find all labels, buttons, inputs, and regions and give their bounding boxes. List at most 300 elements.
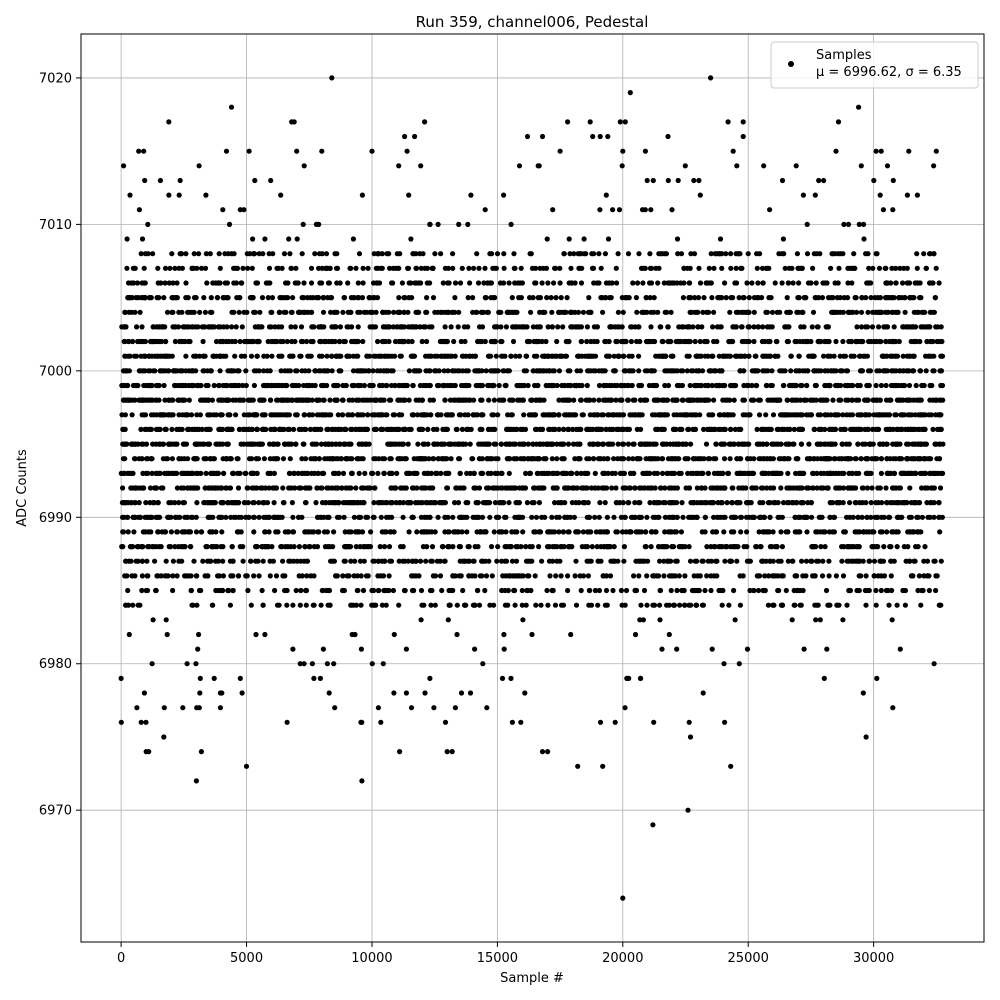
- data-point: [655, 398, 660, 403]
- data-point: [228, 603, 233, 608]
- data-point: [733, 383, 738, 388]
- data-point: [243, 573, 248, 578]
- data-point: [718, 471, 723, 476]
- data-point: [332, 500, 337, 505]
- data-point: [708, 588, 713, 593]
- data-point: [450, 515, 455, 520]
- data-point: [662, 398, 667, 403]
- data-point: [438, 559, 443, 564]
- data-point: [341, 471, 346, 476]
- data-point: [916, 544, 921, 549]
- data-point: [507, 456, 512, 461]
- data-point: [389, 427, 394, 432]
- data-point: [587, 588, 592, 593]
- data-point: [358, 515, 363, 520]
- data-point: [310, 398, 315, 403]
- data-point: [565, 573, 570, 578]
- data-point: [237, 427, 242, 432]
- data-point: [738, 603, 743, 608]
- data-point: [681, 442, 686, 447]
- data-point: [864, 515, 869, 520]
- data-point: [633, 559, 638, 564]
- data-point: [891, 456, 896, 461]
- data-point: [751, 398, 756, 403]
- data-point: [788, 368, 793, 373]
- data-point: [938, 485, 943, 490]
- data-point: [236, 500, 241, 505]
- data-point: [503, 485, 508, 490]
- data-point: [398, 485, 403, 490]
- data-point: [251, 529, 256, 534]
- data-point: [185, 471, 190, 476]
- data-point: [530, 442, 535, 447]
- data-point: [507, 427, 512, 432]
- data-point: [665, 412, 670, 417]
- data-point: [127, 398, 132, 403]
- data-point: [204, 471, 209, 476]
- data-point: [475, 588, 480, 593]
- data-point: [305, 485, 310, 490]
- data-point: [776, 398, 781, 403]
- data-point: [514, 427, 519, 432]
- data-point: [662, 485, 667, 490]
- data-point: [779, 427, 784, 432]
- data-point: [827, 573, 832, 578]
- data-point: [350, 471, 355, 476]
- data-point: [719, 368, 724, 373]
- data-point: [231, 588, 236, 593]
- data-point: [621, 500, 626, 505]
- data-point: [662, 427, 667, 432]
- data-point: [387, 398, 392, 403]
- data-point: [550, 471, 555, 476]
- data-point: [738, 529, 743, 534]
- data-point: [307, 544, 312, 549]
- data-point: [372, 427, 377, 432]
- data-point: [741, 383, 746, 388]
- data-point: [769, 427, 774, 432]
- data-point: [304, 559, 309, 564]
- data-point: [241, 559, 246, 564]
- data-point: [423, 559, 428, 564]
- data-point: [781, 573, 786, 578]
- data-point: [848, 588, 853, 593]
- data-point: [276, 442, 281, 447]
- data-point: [706, 471, 711, 476]
- data-point: [845, 559, 850, 564]
- data-point: [778, 485, 783, 490]
- data-point: [325, 544, 330, 549]
- data-point: [836, 471, 841, 476]
- data-point: [307, 412, 312, 417]
- data-point: [526, 456, 531, 461]
- data-point: [367, 383, 372, 388]
- data-point: [526, 383, 531, 388]
- data-point: [644, 603, 649, 608]
- data-point: [274, 456, 279, 461]
- data-point: [472, 603, 477, 608]
- data-point: [844, 368, 849, 373]
- data-point: [924, 368, 929, 373]
- data-point: [261, 398, 266, 403]
- data-point: [792, 412, 797, 417]
- data-point: [328, 412, 333, 417]
- data-point: [471, 485, 476, 490]
- data-point: [649, 544, 654, 549]
- data-point: [139, 456, 144, 461]
- data-point: [412, 456, 417, 461]
- data-point: [855, 383, 860, 388]
- data-point: [909, 573, 914, 578]
- data-point: [156, 427, 161, 432]
- data-point: [839, 559, 844, 564]
- data-point: [934, 456, 939, 461]
- data-point: [707, 456, 712, 461]
- data-point: [789, 354, 794, 359]
- data-point: [728, 456, 733, 461]
- data-point: [520, 529, 525, 534]
- data-point: [816, 559, 821, 564]
- data-point: [372, 559, 377, 564]
- data-point: [779, 559, 784, 564]
- data-point: [345, 412, 350, 417]
- data-point: [450, 573, 455, 578]
- data-point: [250, 500, 255, 505]
- data-point: [520, 588, 525, 593]
- data-point: [318, 427, 323, 432]
- data-point: [561, 603, 566, 608]
- data-point: [487, 442, 492, 447]
- data-point: [732, 398, 737, 403]
- data-point: [809, 559, 814, 564]
- data-point: [713, 544, 718, 549]
- data-point: [489, 544, 494, 549]
- data-point: [145, 588, 150, 593]
- data-point: [771, 529, 776, 534]
- data-point: [298, 588, 303, 593]
- data-point: [868, 368, 873, 373]
- data-point: [544, 383, 549, 388]
- data-point: [730, 500, 735, 505]
- data-point: [219, 529, 224, 534]
- data-point: [656, 573, 661, 578]
- data-point: [762, 573, 767, 578]
- data-point: [164, 427, 169, 432]
- data-point: [503, 573, 508, 578]
- data-point: [685, 412, 690, 417]
- data-point: [286, 427, 291, 432]
- data-point: [358, 559, 363, 564]
- data-point: [512, 588, 517, 593]
- data-point: [353, 485, 358, 490]
- data-point: [194, 573, 199, 578]
- data-point: [324, 427, 329, 432]
- data-point: [413, 559, 418, 564]
- data-point: [126, 529, 131, 534]
- data-point: [173, 471, 178, 476]
- data-point: [774, 544, 779, 549]
- data-point: [207, 529, 212, 534]
- data-point: [273, 485, 278, 490]
- data-point: [174, 529, 179, 534]
- data-point: [590, 427, 595, 432]
- data-point: [561, 427, 566, 432]
- data-point: [643, 529, 648, 534]
- data-point: [621, 559, 626, 564]
- data-point: [171, 368, 176, 373]
- data-point: [536, 471, 541, 476]
- data-point: [725, 398, 730, 403]
- data-point: [578, 573, 583, 578]
- data-point: [157, 515, 162, 520]
- data-point: [534, 515, 539, 520]
- data-point: [509, 529, 514, 534]
- data-point: [669, 368, 674, 373]
- data-point: [795, 456, 800, 461]
- data-point: [636, 354, 641, 359]
- data-point: [588, 368, 593, 373]
- data-point: [731, 529, 736, 534]
- data-point: [334, 398, 339, 403]
- data-point: [693, 603, 698, 608]
- data-point: [499, 529, 504, 534]
- data-point: [312, 427, 317, 432]
- data-point: [642, 485, 647, 490]
- data-point: [465, 500, 470, 505]
- data-point: [457, 544, 462, 549]
- data-point: [613, 485, 618, 490]
- data-point: [601, 398, 606, 403]
- data-point: [612, 544, 617, 549]
- data-point: [887, 544, 892, 549]
- data-point: [564, 398, 569, 403]
- data-point: [722, 485, 727, 490]
- data-point: [666, 383, 671, 388]
- data-point: [198, 398, 203, 403]
- data-point: [526, 573, 531, 578]
- data-point: [119, 412, 124, 417]
- data-point: [750, 485, 755, 490]
- data-point: [761, 588, 766, 593]
- data-point: [357, 471, 362, 476]
- data-point: [862, 398, 867, 403]
- data-point: [918, 368, 923, 373]
- data-point: [830, 529, 835, 534]
- data-point: [697, 588, 702, 593]
- data-point: [443, 427, 448, 432]
- data-point: [931, 515, 936, 520]
- data-point: [857, 544, 862, 549]
- data-point: [395, 398, 400, 403]
- data-point: [928, 383, 933, 388]
- data-point: [217, 515, 222, 520]
- data-point: [757, 412, 762, 417]
- data-point: [597, 500, 602, 505]
- data-point: [216, 398, 221, 403]
- data-point: [846, 544, 851, 549]
- data-point: [480, 412, 485, 417]
- data-point: [460, 368, 465, 373]
- data-point: [628, 412, 633, 417]
- data-point: [828, 515, 833, 520]
- data-point: [162, 383, 167, 388]
- data-point: [269, 354, 274, 359]
- data-point: [579, 485, 584, 490]
- data-point: [303, 500, 308, 505]
- data-point: [216, 427, 221, 432]
- data-point: [598, 427, 603, 432]
- data-point: [268, 412, 273, 417]
- data-point: [591, 456, 596, 461]
- data-point: [698, 573, 703, 578]
- data-point: [335, 485, 340, 490]
- data-point: [539, 515, 544, 520]
- data-point: [631, 368, 636, 373]
- data-point: [120, 485, 125, 490]
- data-point: [938, 412, 943, 417]
- data-point: [209, 456, 214, 461]
- data-point: [694, 559, 699, 564]
- data-point: [495, 485, 500, 490]
- data-point: [293, 412, 298, 417]
- data-point: [422, 515, 427, 520]
- data-point: [879, 500, 884, 505]
- data-point: [605, 603, 610, 608]
- data-point: [643, 544, 648, 549]
- data-point: [364, 573, 369, 578]
- data-point: [828, 500, 833, 505]
- data-point: [431, 427, 436, 432]
- data-point: [148, 485, 153, 490]
- data-point: [538, 485, 543, 490]
- data-point: [371, 456, 376, 461]
- data-point: [919, 383, 924, 388]
- data-point: [275, 603, 280, 608]
- data-point: [125, 515, 130, 520]
- data-point: [229, 456, 234, 461]
- data-point: [584, 398, 589, 403]
- data-point: [477, 456, 482, 461]
- data-point: [820, 515, 825, 520]
- data-point: [776, 471, 781, 476]
- data-point: [397, 427, 402, 432]
- data-point: [853, 500, 858, 505]
- data-point: [265, 354, 270, 359]
- data-point: [154, 471, 159, 476]
- data-point: [738, 573, 743, 578]
- data-point: [436, 515, 441, 520]
- data-point: [337, 442, 342, 447]
- data-point: [365, 412, 370, 417]
- data-point: [838, 427, 843, 432]
- data-point: [879, 588, 884, 593]
- data-point: [487, 515, 492, 520]
- data-point: [416, 398, 421, 403]
- data-point: [605, 456, 610, 461]
- data-point: [464, 427, 469, 432]
- data-point: [572, 412, 577, 417]
- data-point: [129, 544, 134, 549]
- data-point: [815, 529, 820, 534]
- data-point: [477, 603, 482, 608]
- data-point: [657, 412, 662, 417]
- data-point: [305, 471, 310, 476]
- data-point: [889, 559, 894, 564]
- data-point: [785, 398, 790, 403]
- data-point: [486, 559, 491, 564]
- data-point: [354, 398, 359, 403]
- data-point: [170, 588, 175, 593]
- data-point: [809, 544, 814, 549]
- data-point: [507, 398, 512, 403]
- data-point: [920, 427, 925, 432]
- data-point: [268, 398, 273, 403]
- data-point: [566, 529, 571, 534]
- data-point: [188, 544, 193, 549]
- data-point: [860, 485, 865, 490]
- data-point: [153, 485, 158, 490]
- data-point: [779, 368, 784, 373]
- data-point: [476, 515, 481, 520]
- data-point: [370, 412, 375, 417]
- data-point: [478, 398, 483, 403]
- data-point: [571, 442, 576, 447]
- data-point: [433, 529, 438, 534]
- data-point: [486, 471, 491, 476]
- data-point: [725, 500, 730, 505]
- data-point: [440, 442, 445, 447]
- data-point: [328, 603, 333, 608]
- data-point: [604, 427, 609, 432]
- data-point: [155, 573, 160, 578]
- data-point: [863, 412, 868, 417]
- data-point: [621, 442, 626, 447]
- data-point: [192, 456, 197, 461]
- data-point: [797, 485, 802, 490]
- data-point: [421, 603, 426, 608]
- data-point: [601, 412, 606, 417]
- data-point: [669, 544, 674, 549]
- data-point: [706, 412, 711, 417]
- data-point: [282, 573, 287, 578]
- data-point: [323, 442, 328, 447]
- data-point: [758, 544, 763, 549]
- data-point: [303, 456, 308, 461]
- data-point: [547, 573, 552, 578]
- data-point: [824, 588, 829, 593]
- data-point: [674, 529, 679, 534]
- data-point: [683, 456, 688, 461]
- data-point: [150, 515, 155, 520]
- data-point: [181, 383, 186, 388]
- data-point: [380, 529, 385, 534]
- data-point: [626, 383, 631, 388]
- data-point: [530, 456, 535, 461]
- data-point: [688, 603, 693, 608]
- data-point: [931, 559, 936, 564]
- data-point: [230, 559, 235, 564]
- data-point: [351, 368, 356, 373]
- data-point: [878, 412, 883, 417]
- data-point: [873, 588, 878, 593]
- data-point: [371, 603, 376, 608]
- data-point: [700, 368, 705, 373]
- data-point: [377, 398, 382, 403]
- data-point: [913, 456, 918, 461]
- data-point: [669, 588, 674, 593]
- data-point: [907, 383, 912, 388]
- data-point: [573, 559, 578, 564]
